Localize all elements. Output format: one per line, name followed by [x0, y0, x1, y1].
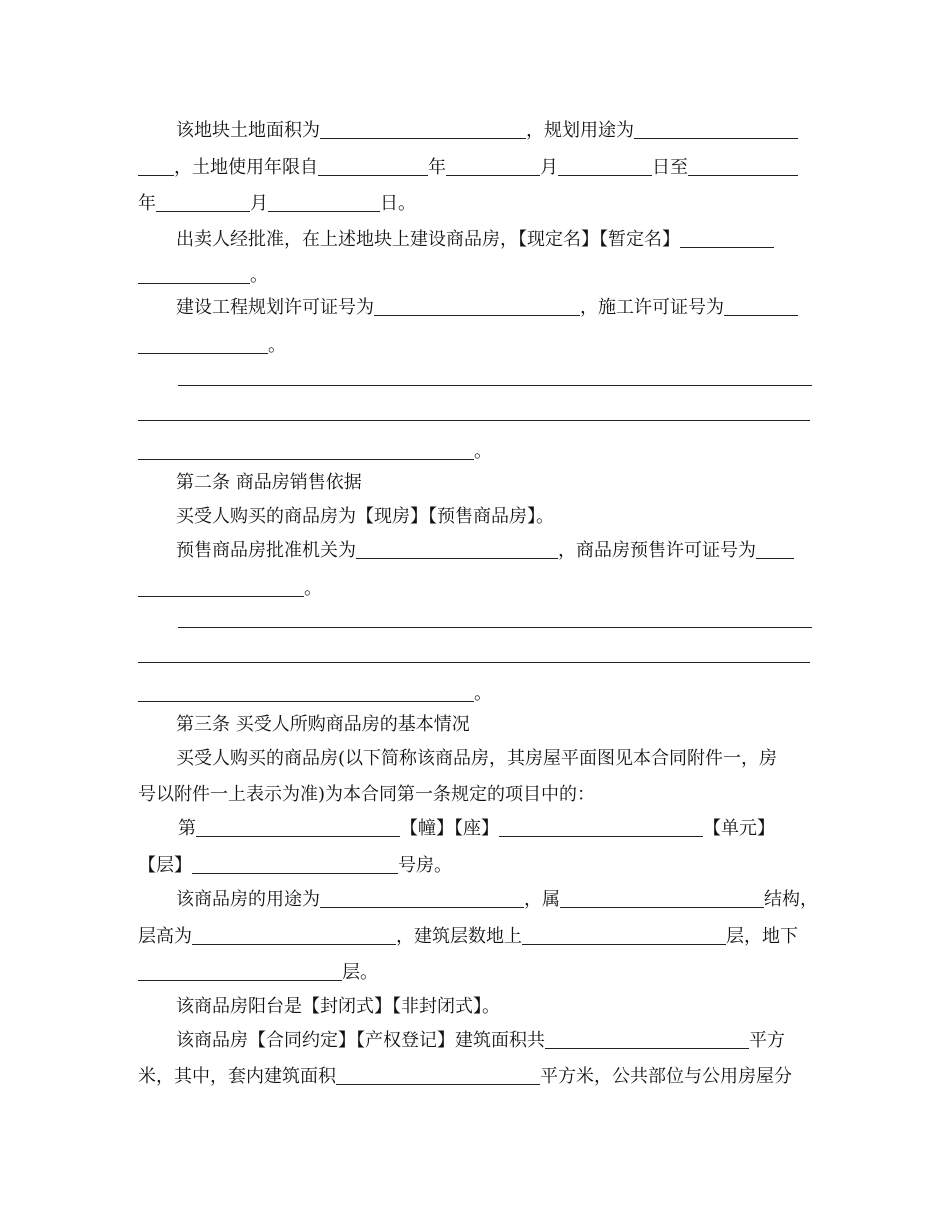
sale-basis-line: [176, 506, 554, 528]
end-month-blank[interactable]: [156, 193, 250, 212]
text: 号以附件一上表示为准)为本合同第一条规定的项目中的：: [138, 784, 596, 805]
text: 买受人购买的商品房为【现房】【预售商品房】。: [176, 506, 554, 527]
text: 买受人购买的商品房(以下简称该商品房，其房屋平面图见本合同附件一，房: [176, 748, 778, 769]
start-month-blank[interactable]: [446, 157, 540, 176]
presale-permit-blank[interactable]: [756, 540, 794, 559]
project-name-blank[interactable]: [680, 229, 774, 248]
floors-below-line: [138, 962, 378, 984]
text: 号房。: [398, 855, 452, 876]
project-name-cont-line: [138, 265, 268, 287]
text: 日至: [652, 157, 688, 178]
text: 该地块土地面积为: [176, 120, 320, 141]
floors-below-blank[interactable]: [138, 962, 342, 981]
building-unit-line: [178, 818, 775, 840]
blank-rule-line[interactable]: [138, 662, 810, 663]
structure-blank[interactable]: [560, 889, 764, 908]
text: 【单元】: [703, 818, 775, 839]
text: 第二条 商品房销售依据: [176, 472, 362, 493]
blank-rule-line[interactable]: [178, 385, 812, 386]
presale-authority-blank[interactable]: [356, 540, 558, 559]
text: ，属: [524, 889, 560, 910]
text: 预售商品房批准机关为: [176, 540, 356, 561]
permits-cont-line: [138, 335, 286, 357]
floor-room-blank[interactable]: [192, 855, 398, 874]
text: 日。: [380, 193, 416, 214]
presale-authority-line: [176, 540, 794, 562]
text: 出卖人经批准，在上述地块上建设商品房，【现定名】【暂定名】: [176, 229, 680, 250]
text: 【层】: [138, 855, 192, 876]
land-area-line: [176, 120, 798, 142]
presale-permit-cont-line: [138, 578, 322, 600]
usage-structure-line: [176, 889, 818, 911]
building-number-blank[interactable]: [196, 818, 400, 837]
construction-permit-blank-cont[interactable]: [138, 335, 268, 354]
permits-line: [176, 297, 798, 319]
text: ，商品房预售许可证号为: [558, 540, 756, 561]
blank-rule-line[interactable]: [178, 627, 812, 628]
height-floors-line: [138, 926, 798, 948]
unit-number-blank[interactable]: [499, 818, 703, 837]
text: ，规划用途为: [526, 120, 634, 141]
balcony-line: [176, 996, 500, 1018]
inner-area-blank[interactable]: [336, 1066, 540, 1085]
text: 层，地下: [726, 926, 798, 947]
text: 该商品房的用途为: [176, 889, 320, 910]
text: 年: [428, 157, 446, 178]
floors-above-blank[interactable]: [522, 926, 726, 945]
blank-rule-end-line: [138, 441, 492, 463]
text: 层。: [342, 962, 378, 983]
article-2-heading: [176, 472, 362, 494]
article-3-heading: [176, 714, 470, 736]
text: ，建筑层数地上: [396, 926, 522, 947]
planned-use-blank-cont[interactable]: [138, 157, 174, 176]
start-year-blank[interactable]: [318, 157, 428, 176]
land-term-line: [138, 157, 798, 179]
end-day-blank[interactable]: [268, 193, 380, 212]
text: 。: [268, 335, 286, 356]
project-name-blank-cont[interactable]: [138, 265, 250, 284]
text: 月: [250, 193, 268, 214]
text: 该商品房【合同约定】【产权登记】建筑面积共: [176, 1030, 545, 1051]
start-day-blank[interactable]: [558, 157, 652, 176]
text: 平方米，公共部位与公用房屋分: [540, 1066, 792, 1087]
blank-rule-end-line: [138, 683, 492, 705]
text: 月: [540, 157, 558, 178]
text: 。: [304, 578, 322, 599]
text: ，施工许可证号为: [580, 297, 724, 318]
blank-rule-line[interactable]: [138, 683, 474, 702]
construction-permit-blank[interactable]: [724, 297, 798, 316]
text: ，土地使用年限自: [174, 157, 318, 178]
text: 建设工程规划许可证号为: [176, 297, 374, 318]
blank-rule-line[interactable]: [138, 420, 810, 421]
text: 第: [178, 818, 196, 839]
planned-use-blank[interactable]: [634, 120, 798, 139]
text: 层高为: [138, 926, 192, 947]
text: 该商品房阳台是【封闭式】【非封闭式】。: [176, 996, 500, 1017]
planning-permit-blank[interactable]: [374, 297, 580, 316]
floor-height-blank[interactable]: [192, 926, 396, 945]
paragraph-line: [138, 784, 595, 806]
text: 。: [474, 441, 492, 462]
land-area-blank[interactable]: [320, 120, 526, 139]
blank-rule-line[interactable]: [138, 441, 474, 460]
end-year-blank[interactable]: [688, 157, 798, 176]
text: 第三条 买受人所购商品房的基本情况: [176, 714, 470, 735]
paragraph-line: [176, 748, 777, 770]
floor-area-blank[interactable]: [545, 1030, 749, 1049]
text: 。: [250, 265, 268, 286]
text: 。: [474, 683, 492, 704]
inner-area-line: [138, 1066, 792, 1088]
text: 平方: [749, 1030, 785, 1051]
text: 年: [138, 193, 156, 214]
floor-room-line: [138, 855, 452, 877]
floor-area-line: [176, 1030, 785, 1052]
text: 【幢】【座】: [400, 818, 499, 839]
land-term-end-line: [138, 193, 416, 215]
usage-blank[interactable]: [320, 889, 524, 908]
text: 米，其中，套内建筑面积: [138, 1066, 336, 1087]
text: 结构，: [764, 889, 818, 910]
presale-permit-blank-cont[interactable]: [138, 578, 304, 597]
project-name-line: [176, 229, 774, 251]
